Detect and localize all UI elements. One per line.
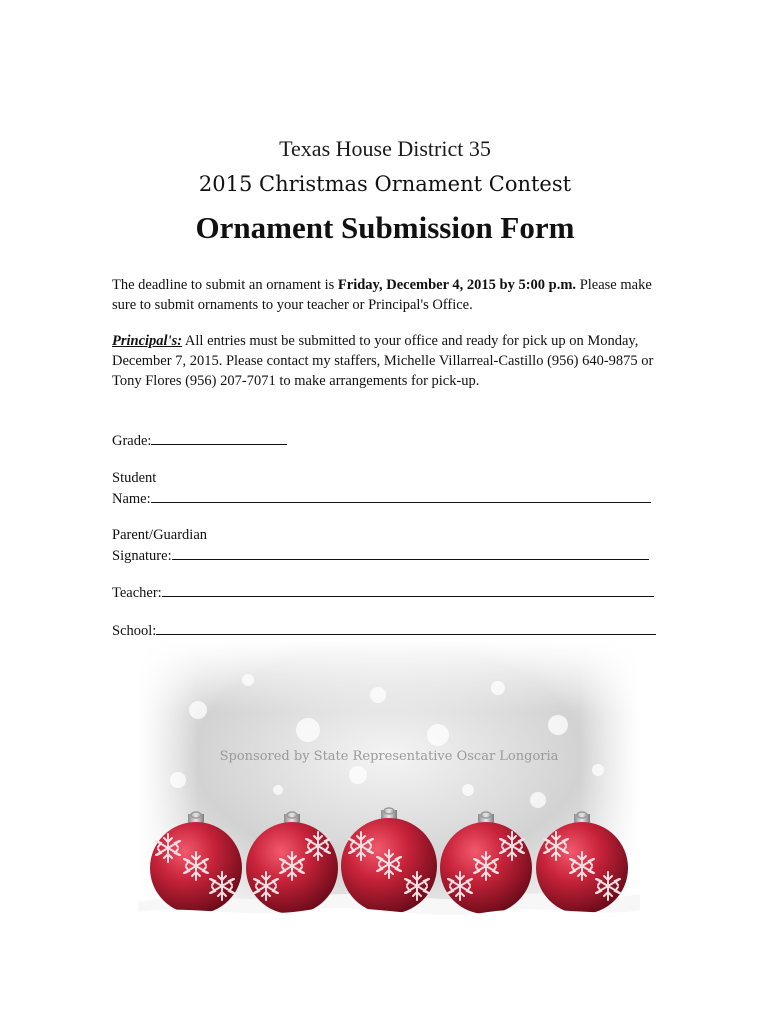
student-label-line1: Student (112, 470, 157, 486)
principal-text: All entries must be submitted to your office and ready for pick up on Monday, December 7, 2015. Please contact my staffers, Michelle Villarreal-Castillo (956) 640-9875 or Tony Flores (956) 207-7071 to make arrangements for pick-up. (112, 333, 654, 389)
parent-signature-blank[interactable] (172, 545, 649, 560)
grade-label: Grade: (112, 433, 152, 449)
contest-heading: 2015 Christmas Ornament Contest (198, 172, 572, 196)
deadline-rest: Please make sure to submit ornaments to your teacher or Principal's Office. (112, 277, 652, 313)
principal-label: Principal's: (112, 333, 183, 349)
ornament-image (138, 640, 640, 930)
school-field[interactable] (112, 620, 656, 641)
school-blank[interactable] (156, 620, 656, 635)
parent-signature-field[interactable] (112, 525, 649, 566)
school-label: School: (112, 623, 157, 639)
deadline-date: Friday, December 4, 2015 by 5:00 p.m. (337, 277, 577, 293)
grade-field[interactable] (112, 430, 287, 451)
ornament-illustration (138, 640, 640, 930)
student-name-blank[interactable] (151, 488, 651, 503)
deadline-paragraph (112, 275, 672, 315)
teacher-label: Teacher: (112, 585, 162, 601)
parent-label-line2: Signature: (112, 548, 172, 564)
sponsor-text: Sponsored by State Representative Oscar Longoria (219, 749, 559, 764)
student-name-field[interactable] (112, 468, 651, 509)
form-title: Ornament Submission Form (195, 210, 575, 245)
student-label-line2: Name: (112, 491, 151, 507)
teacher-blank[interactable] (162, 582, 654, 597)
grade-blank[interactable] (151, 430, 287, 445)
district-heading: Texas House District 35 (279, 136, 491, 161)
principal-paragraph (112, 331, 672, 391)
deadline-intro: The deadline to submit an ornament is (112, 277, 338, 293)
parent-label-line1: Parent/Guardian (112, 527, 208, 543)
teacher-field[interactable] (112, 582, 654, 603)
